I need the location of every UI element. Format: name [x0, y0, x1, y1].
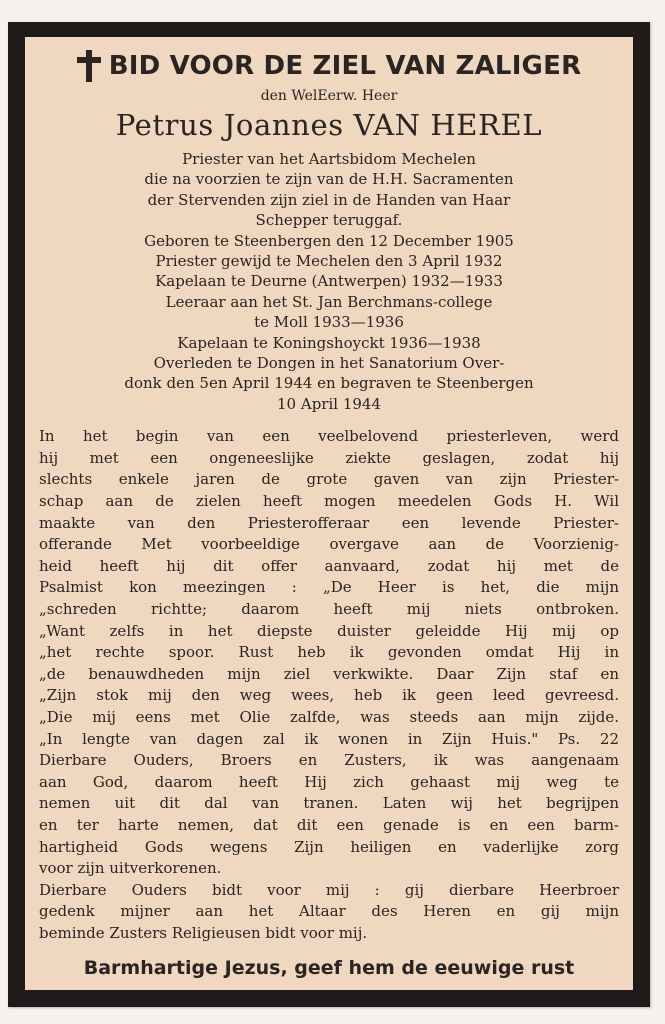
biography-block [39, 149, 619, 414]
body-line: beminde Zusters Religieusen bidt voor mij. [39, 923, 368, 942]
body-line: Dierbare Ouders, Broers en Zusters, ik was aangenaam [39, 751, 619, 770]
bio-line: 10 April 1944 [277, 394, 381, 413]
bio-line: Overleden te Dongen in het Sanatorium Over- [153, 354, 505, 373]
honorific: den WelEerw. Heer [260, 88, 398, 104]
body-line: maakte van den Priesterofferaar een levende Priester- [39, 513, 619, 532]
deceased-name: Petrus Joannes VAN HEREL [115, 108, 543, 142]
body-line: „Die mij eens met Olie zalfde, was steeds aan mijn zijde. [39, 708, 619, 726]
bio-line: Kapelaan te Koningshoyckt 1936—1938 [177, 333, 481, 352]
cross-icon [77, 50, 101, 82]
body-line: gedenk mijner aan het Altaar des Heren en gij mijn [39, 902, 619, 921]
body-line: „het rechte spoor. Rust heb ik gevonden omdat Hij in [39, 643, 619, 662]
body-line: hij met een ongeneeslijke ziekte geslagen, zodat hij [39, 448, 619, 467]
body-line: Psalmist kon meezingen : „De Heer is het, die mijn [39, 578, 619, 597]
body-line: In het begin van een veelbelovend priesterleven, werd [39, 427, 619, 446]
body-line: offerande Met voorbeeldige overgave aan de Voorzienig- [39, 535, 619, 554]
body-line: Dierbare Ouders bidt voor mij : gij dierbare Heerbroer [39, 880, 619, 899]
memorial-card [8, 22, 650, 1007]
bio-line: te Moll 1933—1936 [254, 313, 404, 332]
body-line: „de benauwdheden mijn ziel verkwikte. Daar Zijn staf en [39, 664, 619, 683]
bio-line: Priester van het Aartsbidom Mechelen [182, 150, 476, 168]
card-title: BID VOOR DE ZIEL VAN ZALIGER [108, 51, 582, 81]
bio-line: Leeraar aan het St. Jan Berchmans-college [165, 292, 493, 311]
body-line: heid heeft hij dit offer aanvaard, zodat hij met de [39, 556, 619, 575]
body-line: voor zijn uitverkorenen. [39, 859, 222, 878]
body-line: slechts enkele jaren de grote gaven van zijn Priester- [39, 470, 619, 489]
body-line: „Zijn stok mij den weg wees, heb ik geen leed gevreesd. [39, 686, 619, 705]
card-paper [25, 37, 633, 990]
bio-line: Schepper teruggaf. [255, 211, 403, 230]
body-line: en ter harte nemen, dat dit een genade is en een barm- [39, 815, 619, 834]
body-line: nemen uit dit dal van tranen. Laten wij het begrijpen [39, 794, 619, 813]
body-line: „schreden richtte; daarom heeft mij niets ontbroken. [39, 600, 619, 619]
title-row [39, 49, 619, 83]
bio-line: Geboren te Steenbergen den 12 December 1905 [144, 231, 514, 250]
bio-line: donk den 5en April 1944 en begraven te Steenbergen [124, 374, 534, 393]
body-line: aan God, daarom heeft Hij zich gehaast mij weg te [39, 772, 619, 791]
body-line: „Want zelfs in het diepste duister geleidde Hij mij op [39, 621, 619, 640]
bio-line: Priester gewijd te Mechelen den 3 April 1932 [155, 252, 503, 271]
bio-line: Kapelaan te Deurne (Antwerpen) 1932—1933 [155, 272, 503, 291]
memorial-text [39, 426, 619, 944]
bio-line: der Stervenden zijn ziel in de Handen van Haar [147, 190, 511, 209]
body-line: hartigheid Gods wegens Zijn heiligen en vaderlijke zorg [39, 837, 619, 856]
bio-line: die na voorzien te zijn van de H.H. Sacramenten [144, 170, 514, 189]
body-line: „In lengte van dagen zal ik wonen in Zijn Huis." Ps. 22 [39, 729, 619, 748]
body-line: schap aan de zielen heeft mogen meedelen Gods H. Wil [39, 492, 619, 511]
closing-prayer: Barmhartige Jezus, geef hem de eeuwige rust [83, 956, 575, 979]
